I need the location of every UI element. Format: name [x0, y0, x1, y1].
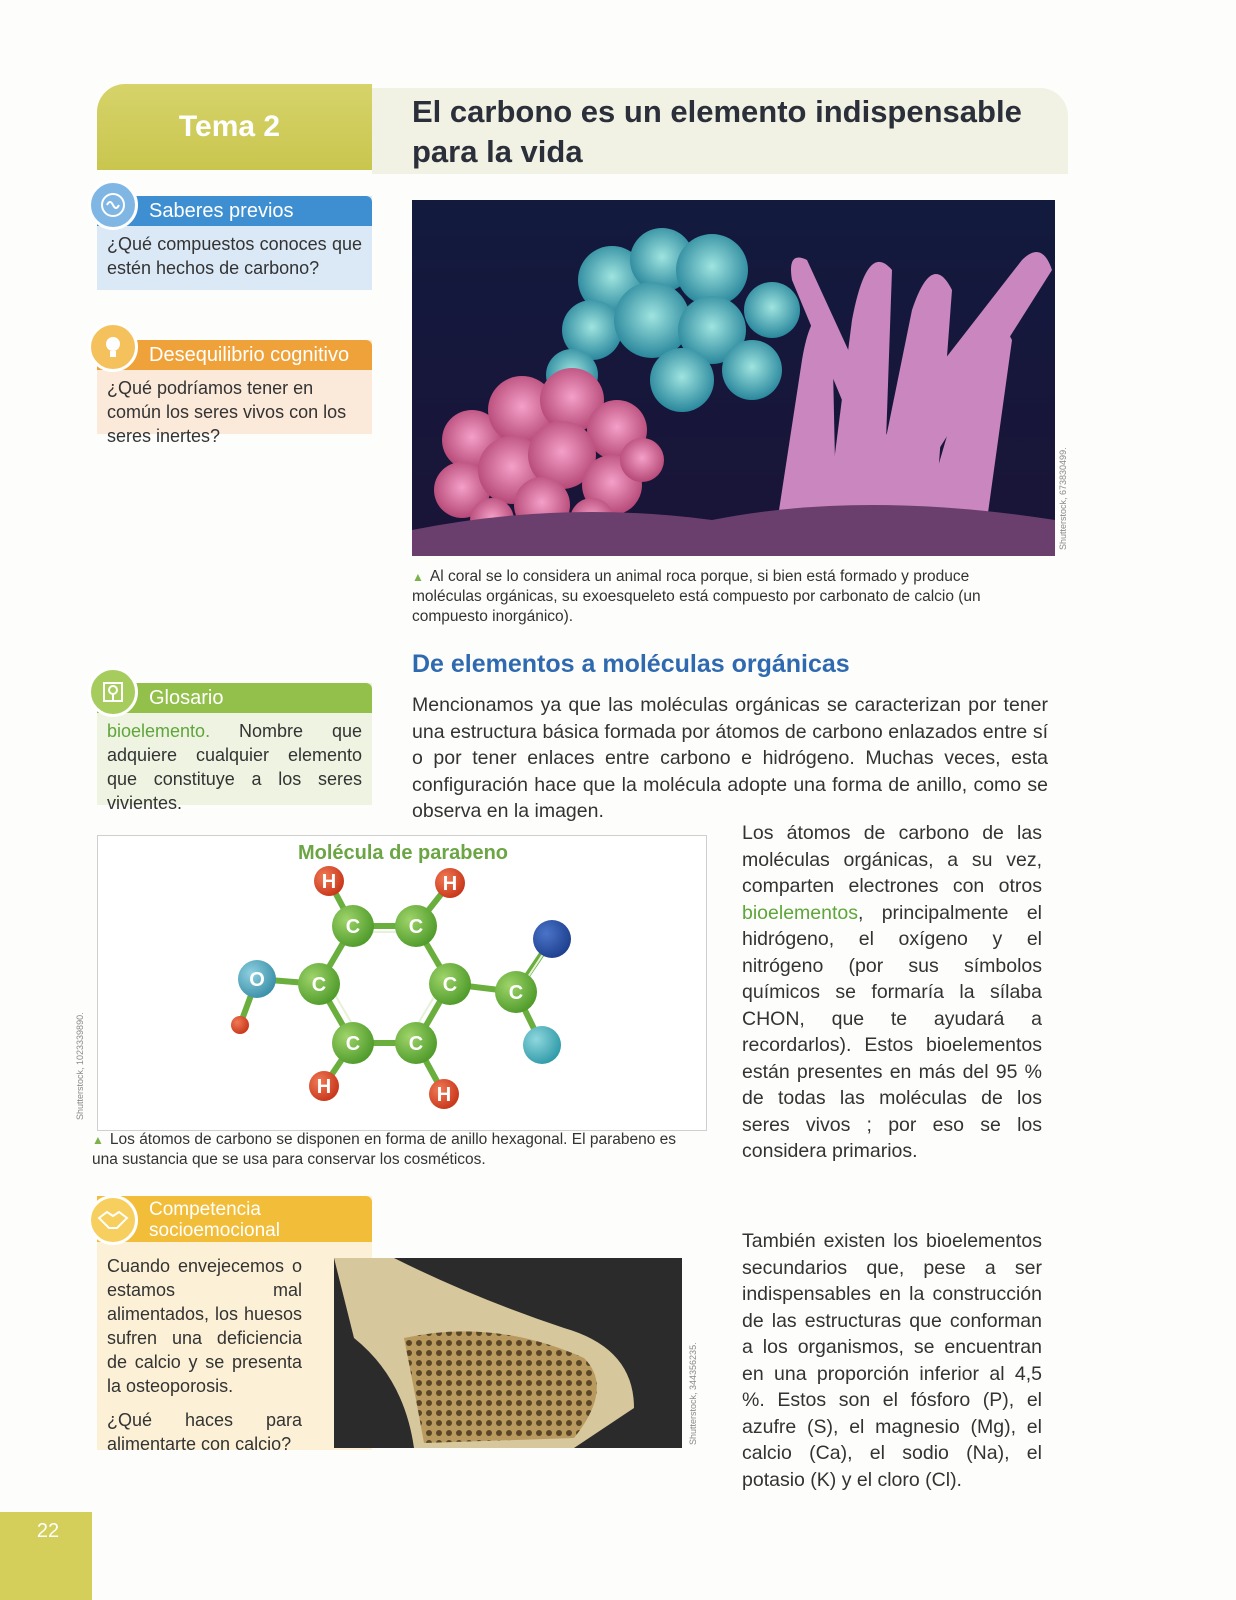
triangle-icon: ▲ — [92, 1133, 104, 1147]
bioelementos-link: bioelementos — [742, 901, 858, 924]
carbon-atom-label: C — [345, 1033, 361, 1055]
desequilibrio-label: Desequilibrio cognitivo — [149, 344, 350, 366]
small-hydrogen-atom — [231, 1016, 249, 1034]
oxygen-atom-2 — [523, 1026, 561, 1064]
lightbulb-icon — [88, 322, 138, 372]
glosario-label: Glosario — [149, 687, 224, 709]
paragraph-2-end: , principalmente el hidrógeno, el oxígeno y el nitrógeno (por sus símbolos químicos se formaría la sílaba CHON, que te ayudará a recordarlos). Estos bioelementos están presentes en más del 95 % de todas las moléculas de los seres vivos ; por eso se los considera primarios. — [742, 901, 1042, 1162]
brain-icon — [88, 180, 138, 230]
hydrogen-atom-label: H — [316, 1076, 332, 1098]
saberes-text: ¿Qué compuestos conoces que estén hechos de carbono? — [107, 234, 362, 278]
page-title: El carbono es un elemento indispensable para la vida — [412, 94, 1022, 169]
oxygen-atom-label: O — [249, 969, 265, 991]
hydrogen-atom-label: H — [442, 873, 458, 895]
glosario-term: bioelemento. — [107, 721, 211, 741]
glosario-body — [97, 713, 372, 823]
saberes-header — [97, 196, 372, 226]
tema-label: Tema 2 — [178, 110, 281, 143]
competencia-label-2: socioemocional — [149, 1220, 280, 1241]
glosario-box — [97, 683, 372, 813]
carbon-atom-label: C — [408, 1033, 424, 1055]
saberes-label: Saberes previos — [149, 200, 294, 222]
section-paragraph-1: Mencionamos ya que las moléculas orgánicas se caracterizan por tener una estructura básica formada por átomos de carbono enlazados entre sí o por tener enlaces entre carbono e hidrógeno. Muchas veces, esta configuración hace que la molécula adopte una forma de anillo, como se observa en la imagen. — [412, 694, 1048, 822]
hydrogen-atom-label: H — [436, 1084, 452, 1106]
competencia-label-1: Competencia — [149, 1199, 261, 1220]
glosario-header — [97, 683, 372, 713]
bone-credit: Shutterstock, 344356235. — [688, 1342, 698, 1445]
carbon-atom-label: C — [345, 916, 361, 938]
competencia-text-1: Cuando envejecemos o estamos mal alimentados, los huesos sufren una deficiencia de calcio y se presenta la osteoporosis. — [107, 1256, 302, 1396]
parabeno-molecule-diagram — [97, 835, 707, 1131]
coral-credit: Shutterstock, 673830499. — [1058, 447, 1068, 550]
book-icon — [88, 667, 138, 717]
molecule-caption-text: Los átomos de carbono se disponen en forma de anillo hexagonal. El parabeno es una sustancia que se usa para conservar los cosméticos. — [92, 1131, 677, 1168]
molecule-title: Molécula de parabeno — [297, 842, 509, 864]
carbon-atom-label: C — [442, 974, 458, 996]
competencia-text-2: ¿Qué haces para alimentarte con calcio? — [107, 1410, 302, 1454]
coral-caption-text: Al coral se lo considera un animal roca porque, si bien está formado y produce moléculas orgánicas, su exoesqueleto está compuesto por carbonato de calcio (un compuesto inorgánico). — [412, 568, 981, 625]
molecule-credit: Shutterstock, 1023339890. — [75, 1012, 85, 1120]
carbon-atom-label: C — [311, 974, 327, 996]
section-paragraph-3: También existen los bioelementos secundarios que, pese a ser indispensables en la construcción de las estructuras que conforman a los organismos, se encuentran en una proporción inferior al 4,5 %. Estos son el fósforo (P), el azufre (S), el magnesio (Mg), el calcio (Ca), el sodio (Na), el potasio (K) y el cloro (Cl). — [742, 1230, 1042, 1491]
bone-photo — [334, 1258, 682, 1448]
section-paragraph-2 — [742, 820, 1042, 1165]
page-number: 22 — [36, 1520, 60, 1542]
desequilibrio-header — [97, 340, 372, 370]
glosario-definition: Nombre que adquiere cualquier elemento que constituye a los seres vivientes. — [107, 721, 362, 813]
carbon-atom-label: C — [408, 916, 424, 938]
competencia-box — [97, 1196, 372, 1454]
handshake-icon — [88, 1195, 138, 1245]
coral-caption — [412, 567, 1022, 627]
molecule-caption — [92, 1130, 692, 1170]
section-title: De elementos a moléculas orgánicas — [412, 650, 850, 678]
triangle-icon: ▲ — [412, 570, 424, 584]
hydrogen-atom-label: H — [321, 871, 337, 893]
saberes-box — [97, 196, 372, 290]
desequilibrio-box — [97, 340, 372, 446]
nitrogen-atom — [533, 920, 571, 958]
desequilibrio-text: ¿Qué podríamos tener en común los seres vivos con los seres inertes? — [107, 378, 347, 446]
paragraph-2-start: Los átomos de carbono de las moléculas orgánicas, a su vez, comparten electrones con otros — [742, 822, 1042, 897]
coral-photo — [412, 200, 1055, 556]
competencia-header — [97, 1196, 372, 1242]
carbon-atom-label: C — [508, 982, 524, 1004]
